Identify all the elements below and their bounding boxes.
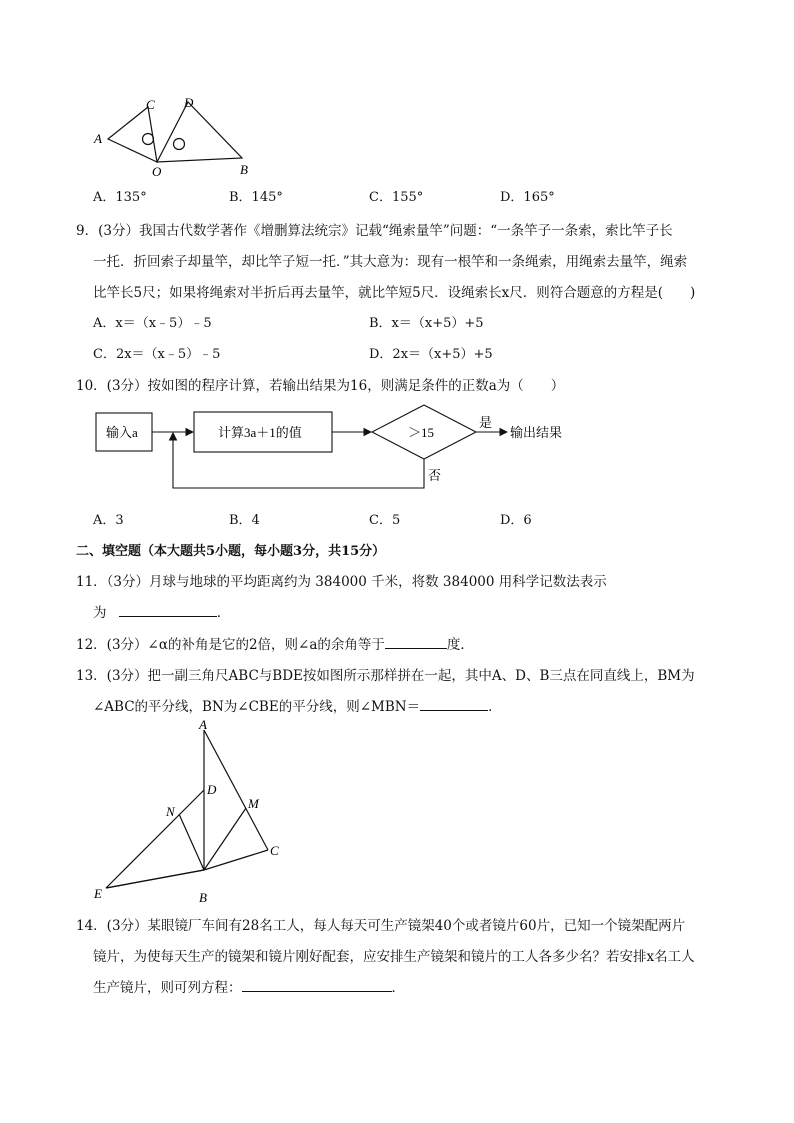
q11-line-1: 11．（3分）月球与地球的平均距离约为 384000 千米，将数 384000 用科学记数法表示 — [76, 574, 607, 590]
q14-line-2: 镜片，为使每天生产的镜架和镜片刚好配套，应安排生产镜架和镜片的工人各多少名？若安排x名工人 — [93, 949, 695, 965]
q12-line — [76, 633, 474, 653]
q14-text: 生产镜片，则可列方程： — [93, 980, 242, 996]
q10-stem: 10．(3分）按如图的程序计算，若输出结果为16，则满足条件的正数a为（ ） — [76, 378, 565, 394]
q8-option-d: D．165° — [500, 190, 555, 205]
q8-option-a: A．135° — [93, 190, 147, 205]
q13-label-n: N — [166, 804, 175, 819]
q8-triangle — [157, 102, 242, 162]
flow-compare-label: ＞15 — [408, 425, 435, 440]
q13-segment-bm — [204, 808, 246, 870]
q14-line-3 — [93, 976, 405, 996]
q9-line-3: 比竿长5尺；如果将绳索对半折后再去量竿，就比竿短5尺．设绳索长x尺．则符合题意的方程是( ) — [93, 285, 696, 301]
flow-input-label: 输入a — [106, 425, 138, 440]
q13-line-2 — [93, 695, 502, 715]
q13-label-d: D — [207, 782, 217, 797]
q8-figure — [90, 92, 270, 182]
q13-segment-bc — [204, 850, 268, 870]
q13-label-a: A — [199, 718, 207, 732]
q8-kite-left — [108, 107, 157, 162]
q10-option-b: B．4 — [229, 513, 260, 528]
q13-label-e: E — [94, 886, 102, 901]
q13-text: ∠ABC的平分线，BN为∠CBE的平分线，则∠MBN＝ — [93, 699, 421, 715]
q8-label-o: O — [152, 164, 162, 179]
q11-answer-blank[interactable] — [119, 602, 217, 617]
q13-segment-bn — [179, 814, 204, 870]
q13-label-c: C — [270, 843, 279, 858]
flow-output-label: 输出结果 — [510, 425, 563, 440]
q13-label-m: M — [248, 796, 259, 811]
q9-line-1: 9．(3分）我国古代数学著作《增删算法统宗》记载“绳索量竿”问题：“一条竿子一条索，索比竿子长 — [76, 223, 673, 239]
q11-suffix: ． — [216, 605, 231, 621]
q13-answer-blank[interactable] — [420, 696, 488, 711]
q8-label-d: D — [184, 95, 194, 110]
q13-line-1: 13．(3分）把一副三角尺ABC与BDE按如图所示那样拼在一起，其中A、D、B三点在同直线上，BM为 — [76, 668, 695, 684]
q13-suffix: ． — [488, 699, 502, 715]
section-2-title: 二、填空题（本大题共5小题，每小题3分，共15分） — [76, 544, 386, 559]
q12-text: 12．(3分）∠α的补角是它的2倍，则∠a的余角等于 — [76, 637, 385, 653]
q10-option-c: C．5 — [369, 513, 401, 528]
q13-figure — [88, 718, 298, 903]
q10-option-d: D．6 — [500, 513, 532, 528]
flow-yes-label: 是 — [479, 415, 493, 430]
q8-label-b: B — [240, 162, 248, 177]
q9-line-2: 一托．折回索子却量竿，却比竿子短一托．”其大意为：现有一根竿和一条绳索，用绳索去量竿，绳索 — [93, 254, 688, 270]
flow-loop-back — [173, 433, 424, 488]
q14-answer-blank[interactable] — [242, 977, 392, 992]
q9-option-b: B．x＝（x+5）+5 — [369, 316, 484, 331]
flow-no-label: 否 — [428, 468, 442, 483]
q8-option-c: C．155° — [369, 190, 424, 205]
q8-label-a: A — [94, 131, 102, 146]
q12-suffix: 度． — [446, 637, 474, 653]
q11-prefix: 为 — [93, 605, 107, 621]
q9-option-c: C．2x＝（x﹣5）﹣5 — [93, 347, 221, 362]
flow-compute-label: 计算3a＋1的值 — [218, 425, 302, 440]
q8-circle-1 — [143, 134, 154, 145]
q13-label-b: B — [199, 890, 207, 903]
q8-option-b: B．145° — [229, 190, 283, 205]
q12-answer-blank[interactable] — [385, 634, 447, 649]
q9-option-a: A．x＝（x﹣5）﹣5 — [93, 316, 212, 331]
q10-flowchart — [90, 400, 610, 495]
q10-option-a: A．3 — [93, 513, 124, 528]
q8-label-c: C — [146, 97, 155, 112]
q11-line-2 — [93, 601, 230, 621]
q14-line-1: 14．(3分）某眼镜厂车间有28名工人，每人每天可生产镜架40个或者镜片60片，已知一个镜架配两片 — [76, 918, 686, 934]
q9-option-d: D．2x＝（x+5）+5 — [369, 347, 493, 362]
q8-circle-2 — [174, 139, 185, 150]
q14-suffix: ． — [391, 980, 405, 996]
